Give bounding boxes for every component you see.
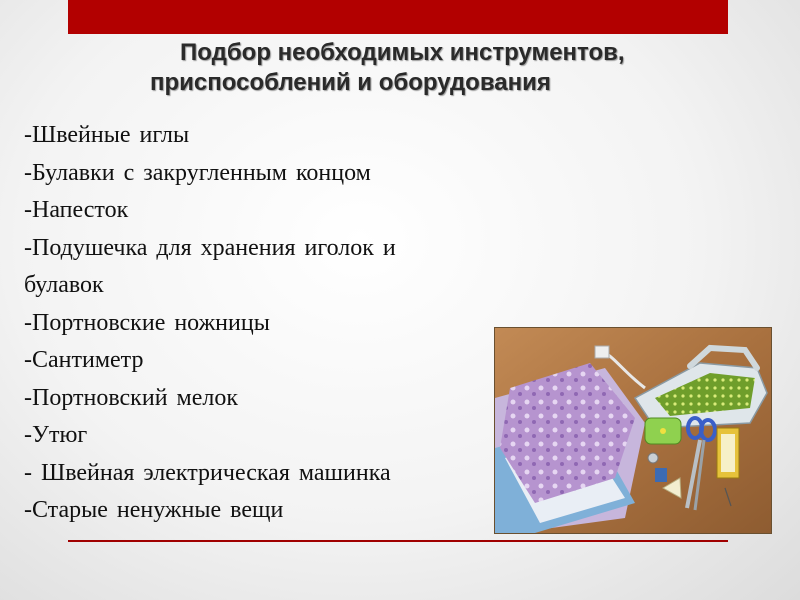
list-item: -Подушечка для хранения иголок и <box>24 234 396 261</box>
iron-plug <box>595 346 609 358</box>
thimble <box>648 453 658 463</box>
list-item: - Швейная электрическая машинка <box>24 459 391 486</box>
list-item: -Старые ненужные вещи <box>24 497 284 523</box>
slide-title <box>0 38 800 98</box>
slide-title-line-2: приспособлений и оборудования <box>150 69 551 96</box>
tools-list <box>24 117 504 530</box>
top-accent-bar <box>68 0 728 34</box>
list-item: -Сантиметр <box>24 347 144 373</box>
list-item: булавок <box>24 272 104 298</box>
bottom-divider <box>68 540 728 542</box>
list-item: -Напесток <box>24 197 129 223</box>
list-item: -Булавки с закругленным концом <box>24 159 371 186</box>
list-item: -Утюг <box>24 422 88 448</box>
slide-title-line-1: Подбор необходимых инструментов, <box>180 39 625 66</box>
list-item: -Швейные иглы <box>24 122 190 148</box>
list-item: -Портновский мелок <box>24 384 239 411</box>
list-item: -Портновские ножницы <box>24 309 270 336</box>
thread-spool <box>655 468 667 482</box>
sewing-tools-photo <box>494 327 772 534</box>
